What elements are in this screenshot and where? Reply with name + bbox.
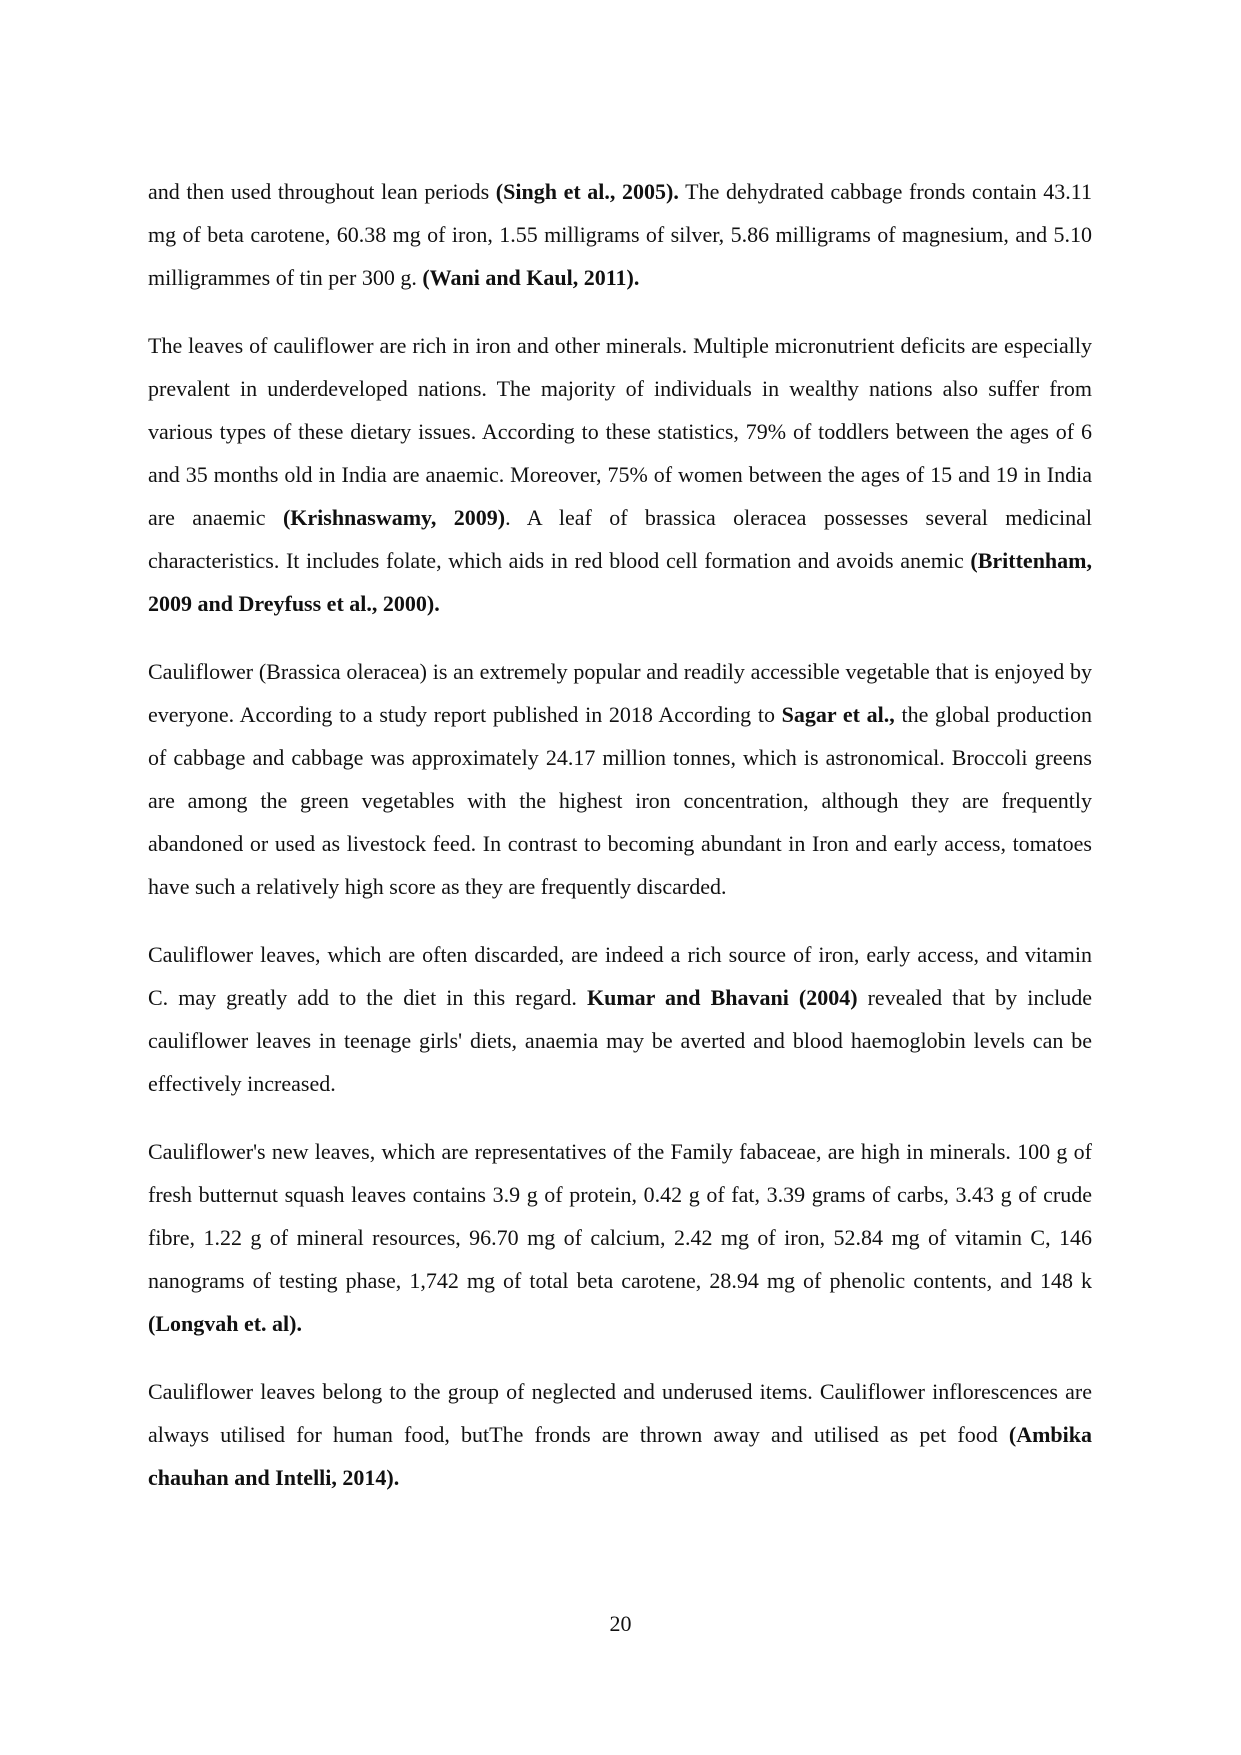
text-segment: The leaves of cauliflower are rich in iron and other minerals. Multiple micronutrient deficits are especially prevalent in underdeveloped nations. The majority of individuals in wealthy nations also suffer from various types of these dietary issues. According to these statistics, 79% of toddlers between the ages of 6 and 35 months old in India are anaemic. Moreover, 75% of women between the ages of 15 and 19 in India are anaemic	[148, 333, 1092, 530]
citation: Sagar et al.,	[781, 702, 895, 727]
document-body	[148, 170, 1092, 1524]
citation: (Singh et al., 2005).	[495, 179, 679, 204]
paragraph-4	[148, 933, 1092, 1105]
text-segment: The dehydrated cabbage fronds contain 43.11 mg of beta carotene, 60.38 mg of iron, 1.55 milligrams of silver, 5.86 milligrams of magnesium, and 5.10 milligrammes of tin per 300 g.	[148, 179, 1092, 290]
paragraph-2	[148, 324, 1092, 625]
text-segment: Cauliflower leaves belong to the group of neglected and underused items. Cauliflower inflorescences are always utilised for human food, butThe fronds are thrown away and utilised as pet food	[148, 1379, 1092, 1447]
citation: (Krishnaswamy, 2009)	[282, 505, 506, 530]
citation: (Longvah et. al).	[148, 1311, 302, 1336]
citation: (Wani and Kaul, 2011).	[422, 265, 640, 290]
text-segment: revealed that by include cauliflower leaves in teenage girls' diets, anaemia may be averted and blood haemoglobin levels can be effectively increased.	[148, 985, 1092, 1096]
text-segment: the global production of cabbage and cabbage was approximately 24.17 million tonnes, which is astronomical. Broccoli greens are among the green vegetables with the highest iron concentration, although they are frequently abandoned or used as livestock feed. In contrast to becoming abundant in Iron and early access, tomatoes have such a relatively high score as they are frequently discarded.	[148, 702, 1092, 899]
page-number: 20	[609, 1611, 632, 1636]
text-segment: Cauliflower (Brassica oleracea) is an extremely popular and readily accessible vegetable that is enjoyed by everyone. According to a study report published in 2018 According to	[148, 659, 1092, 727]
citation: (Brittenham, 2009 and Dreyfuss et al., 2000).	[148, 548, 1092, 616]
citation: (Ambika chauhan and Intelli, 2014).	[148, 1422, 1092, 1490]
text-segment: and then used throughout lean periods	[148, 179, 496, 204]
paragraph-3	[148, 650, 1092, 908]
paragraph-5	[148, 1130, 1092, 1345]
text-segment: Cauliflower leaves, which are often discarded, are indeed a rich source of iron, early access, and vitamin C. may greatly add to the diet in this regard.	[148, 942, 1092, 1010]
text-segment: Cauliflower's new leaves, which are representatives of the Family fabaceae, are high in minerals. 100 g of fresh butternut squash leaves contains 3.9 g of protein, 0.42 g of fat, 3.39 grams of carbs, 3.43 g of crude fibre, 1.22 g of mineral resources, 96.70 mg of calcium, 2.42 mg of iron, 52.84 mg of vitamin C, 146 nanograms of testing phase, 1,742 mg of total beta carotene, 28.94 mg of phenolic contents, and 148 k	[148, 1139, 1092, 1293]
paragraph-1	[148, 170, 1092, 299]
text-segment: . A leaf of brassica oleracea possesses several medicinal characteristics. It includes folate, which aids in red blood cell formation and avoids anemic	[148, 505, 1092, 573]
paragraph-6	[148, 1370, 1092, 1499]
citation: Kumar and Bhavani (2004)	[586, 985, 858, 1010]
